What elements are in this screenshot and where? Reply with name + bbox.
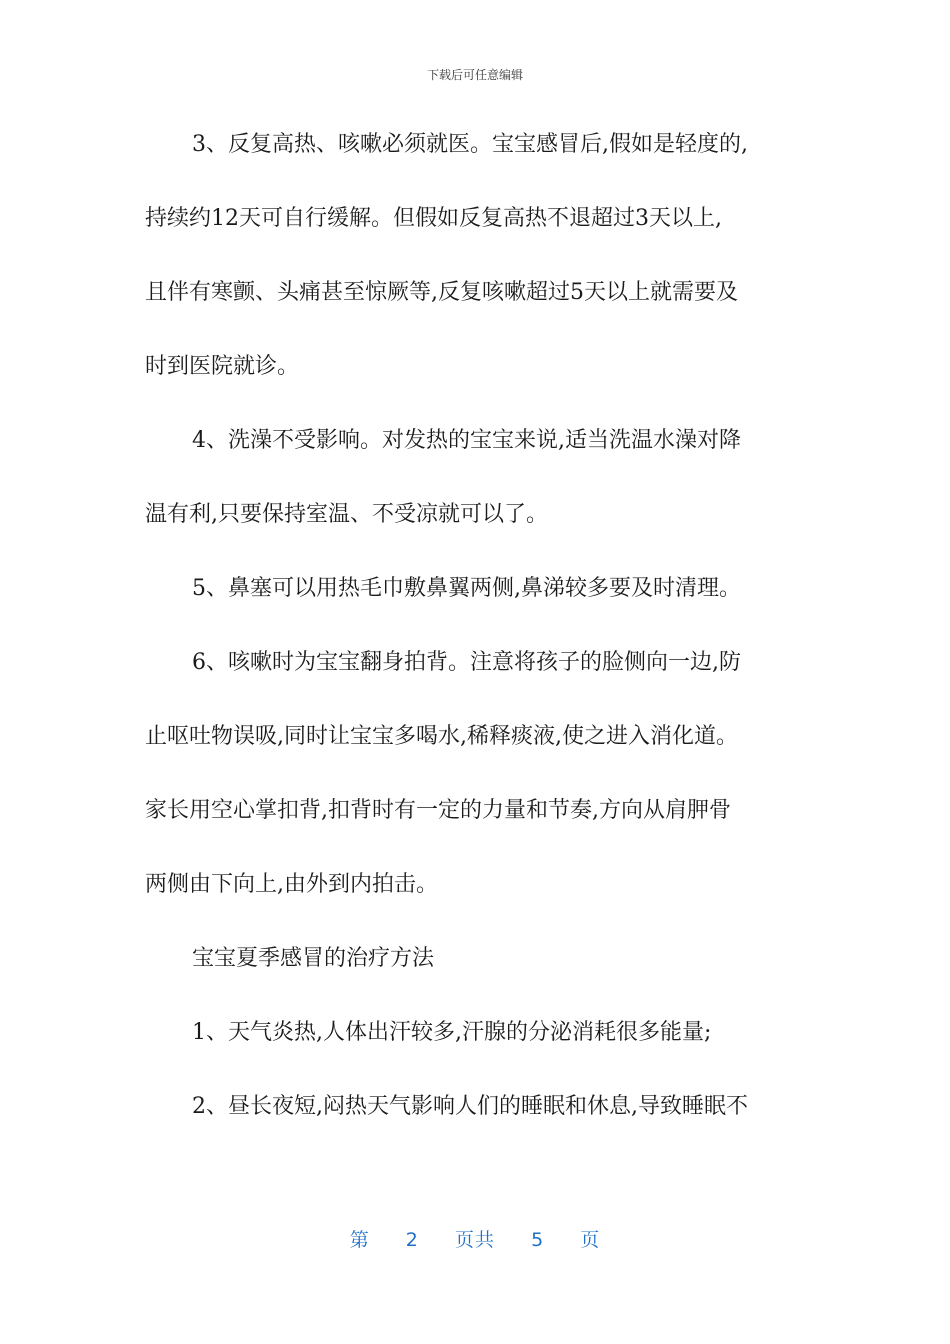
footer-page-suffix: 页	[580, 1229, 601, 1251]
paragraph-line: 持续约12天可自行缓解。但假如反复高热不退超过3天以上,	[145, 206, 722, 231]
paragraph-line: 家长用空心掌扣背,扣背时有一定的力量和节奏,方向从肩胛骨	[145, 798, 731, 823]
paragraph-line: 时到医院就诊。	[145, 354, 300, 379]
paragraph-line: 3、反复高热、咳嗽必须就医。宝宝感冒后,假如是轻度的,	[192, 132, 748, 157]
paragraph-line: 1、天气炎热,人体出汗较多,汗腺的分泌消耗很多能量;	[192, 1020, 712, 1045]
page-header: 下载后可任意编辑	[426, 68, 523, 82]
paragraph-line: 且伴有寒颤、头痛甚至惊厥等,反复咳嗽超过5天以上就需要及	[145, 280, 738, 305]
document-body	[145, 126, 810, 1162]
footer-page-total: 5	[531, 1229, 545, 1251]
paragraph-line: 止呕吐物误吸,同时让宝宝多喝水,稀释痰液,使之进入消化道。	[145, 724, 738, 749]
paragraph-line: 2、昼长夜短,闷热天气影响人们的睡眠和休息,导致睡眠不	[192, 1094, 748, 1119]
page-footer	[0, 1225, 950, 1252]
footer-page-prefix: 第	[349, 1229, 370, 1251]
paragraph-line: 4、洗澡不受影响。对发热的宝宝来说,适当洗温水澡对降	[192, 428, 741, 453]
paragraph-line: 5、鼻塞可以用热毛巾敷鼻翼两侧,鼻涕较多要及时清理。	[192, 576, 741, 601]
paragraph-line: 两侧由下向上,由外到内拍击。	[145, 872, 438, 897]
paragraph-line: 温有利,只要保持室温、不受凉就可以了。	[145, 502, 548, 527]
footer-page-number: 2	[405, 1229, 419, 1251]
section-heading: 宝宝夏季感冒的治疗方法	[192, 946, 435, 971]
footer-page-mid: 页共	[454, 1229, 495, 1251]
paragraph-line: 6、咳嗽时为宝宝翻身拍背。注意将孩子的脸侧向一边,防	[192, 650, 741, 675]
